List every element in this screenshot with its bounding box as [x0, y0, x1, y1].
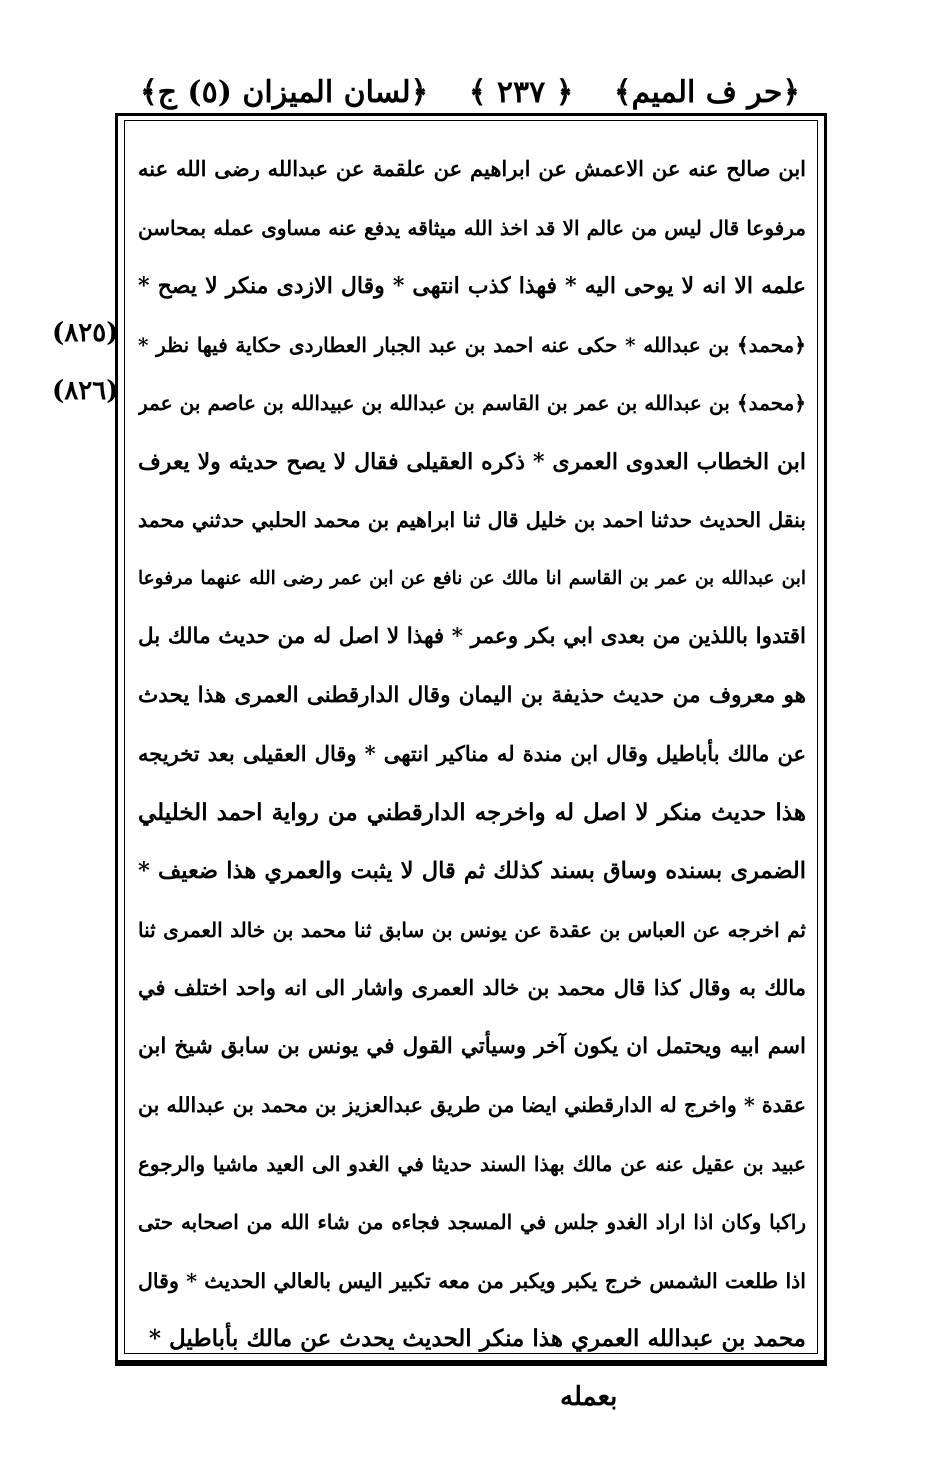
text-line: عقدة * واخرج له الدارقطني ايضا من طريق عبدالعزيز بن محمد بن عبدالله بن [138, 1093, 806, 1117]
text-line: اقتدوا باللذين من بعدى ابي بكر وعمر * فهذا لا اصل له من حديث مالك بل [138, 624, 806, 649]
text-line: مرفوعا قال ليس من عالم الا قد اخذ الله ميثاقه يدفع عنه مساوى عمله بمحاسن [138, 215, 806, 240]
catchword: بعمله [560, 1382, 618, 1412]
text-line: ﴿محمد﴾ بن عبدالله * حكى عنه احمد بن عبد الجبار العطاردى حكاية فيها نظر * [138, 332, 806, 357]
text-line: ابن عبدالله بن عمر بن القاسم انا مالك عن نافع عن ابن عمر رضى الله عنهما مرفوعا [138, 567, 806, 589]
text-line: محمد بن عبدالله العمري هذا منكر الحديث يحدث عن مالك بأباطيل * [148, 1325, 806, 1352]
text-line: الضمرى بسنده وساق بسند كذلك ثم قال لا يثبت والعمري هذا ضعيف * [138, 858, 806, 884]
text-line: مالك به وقال كذا قال محمد بن خالد العمرى واشار الى انه واحد اختلف في [138, 975, 806, 1000]
text-line: ابن صالح عنه عن الاعمش عن ابراهيم عن علقمة عن عبدالله رضى الله عنه [138, 156, 806, 181]
text-line: ابن الخطاب العدوى العمرى * ذكره العقيلى فقال لا يصح حديثه ولا يعرف [138, 448, 806, 475]
text-line: بنقل الحديث حدثنا احمد بن خليل قال ثنا ابراهيم بن محمد الحلبي حدثني محمد [138, 508, 806, 532]
text-line: اسم ابيه ويحتمل ان يكون آخر وسيأتي القول في يونس بن سابق شيخ ابن [138, 1033, 806, 1059]
page-header [140, 68, 800, 116]
text-line: عبيد بن عقيل عنه عن مالك بهذا السند حديثا في الغدو الى العيد ماشيا والرجوع [138, 1151, 806, 1176]
book-title: ﴿لسان الميزان (٥) ج﴾ [140, 74, 429, 110]
page-number: ﴿ ٢٣٧ ﴾ [468, 74, 574, 110]
text-line: ﴿محمد﴾ بن عبدالله بن عمر بن القاسم بن عبدالله بن عبيدالله بن عاصم بن عمر [138, 391, 806, 415]
text-line: هو معروف من حديث حذيفة بن اليمان وقال الدارقطنى العمرى هذا يحدث [138, 682, 806, 708]
text-line: اذا طلعت الشمس خرج يكبر ويكبر من معه تكبير اليس بالعالي الحديث * وقال [138, 1268, 806, 1293]
entry-number-825: (٨٢٥) [52, 318, 119, 348]
text-line: علمه الا انه لا يوحى اليه * فهذا كذب انتهى * وقال الازدى منكر لا يصح * [138, 273, 806, 299]
text-line: هذا حديث منكر لا اصل له واخرجه الدارقطني من رواية احمد الخليلي [138, 798, 806, 826]
text-line: ثم اخرجه عن العباس بن عقدة عن يونس بن سابق ثنا محمد بن خالد العمرى ثنا [138, 917, 806, 942]
chapter-title: ﴿حر ف الميم﴾ [613, 74, 800, 110]
text-line: راكبا وكان اذا اراد الغدو جلس في المسجد فجاءه من شاء الله من اصحابه حتى [138, 1210, 806, 1234]
entry-number-826: (٨٢٦) [52, 376, 119, 406]
body-text [138, 140, 806, 1369]
text-line: عن مالك بأباطيل وقال ابن مندة له مناكير انتهى * وقال العقيلى بعد تخريجه [138, 741, 806, 766]
